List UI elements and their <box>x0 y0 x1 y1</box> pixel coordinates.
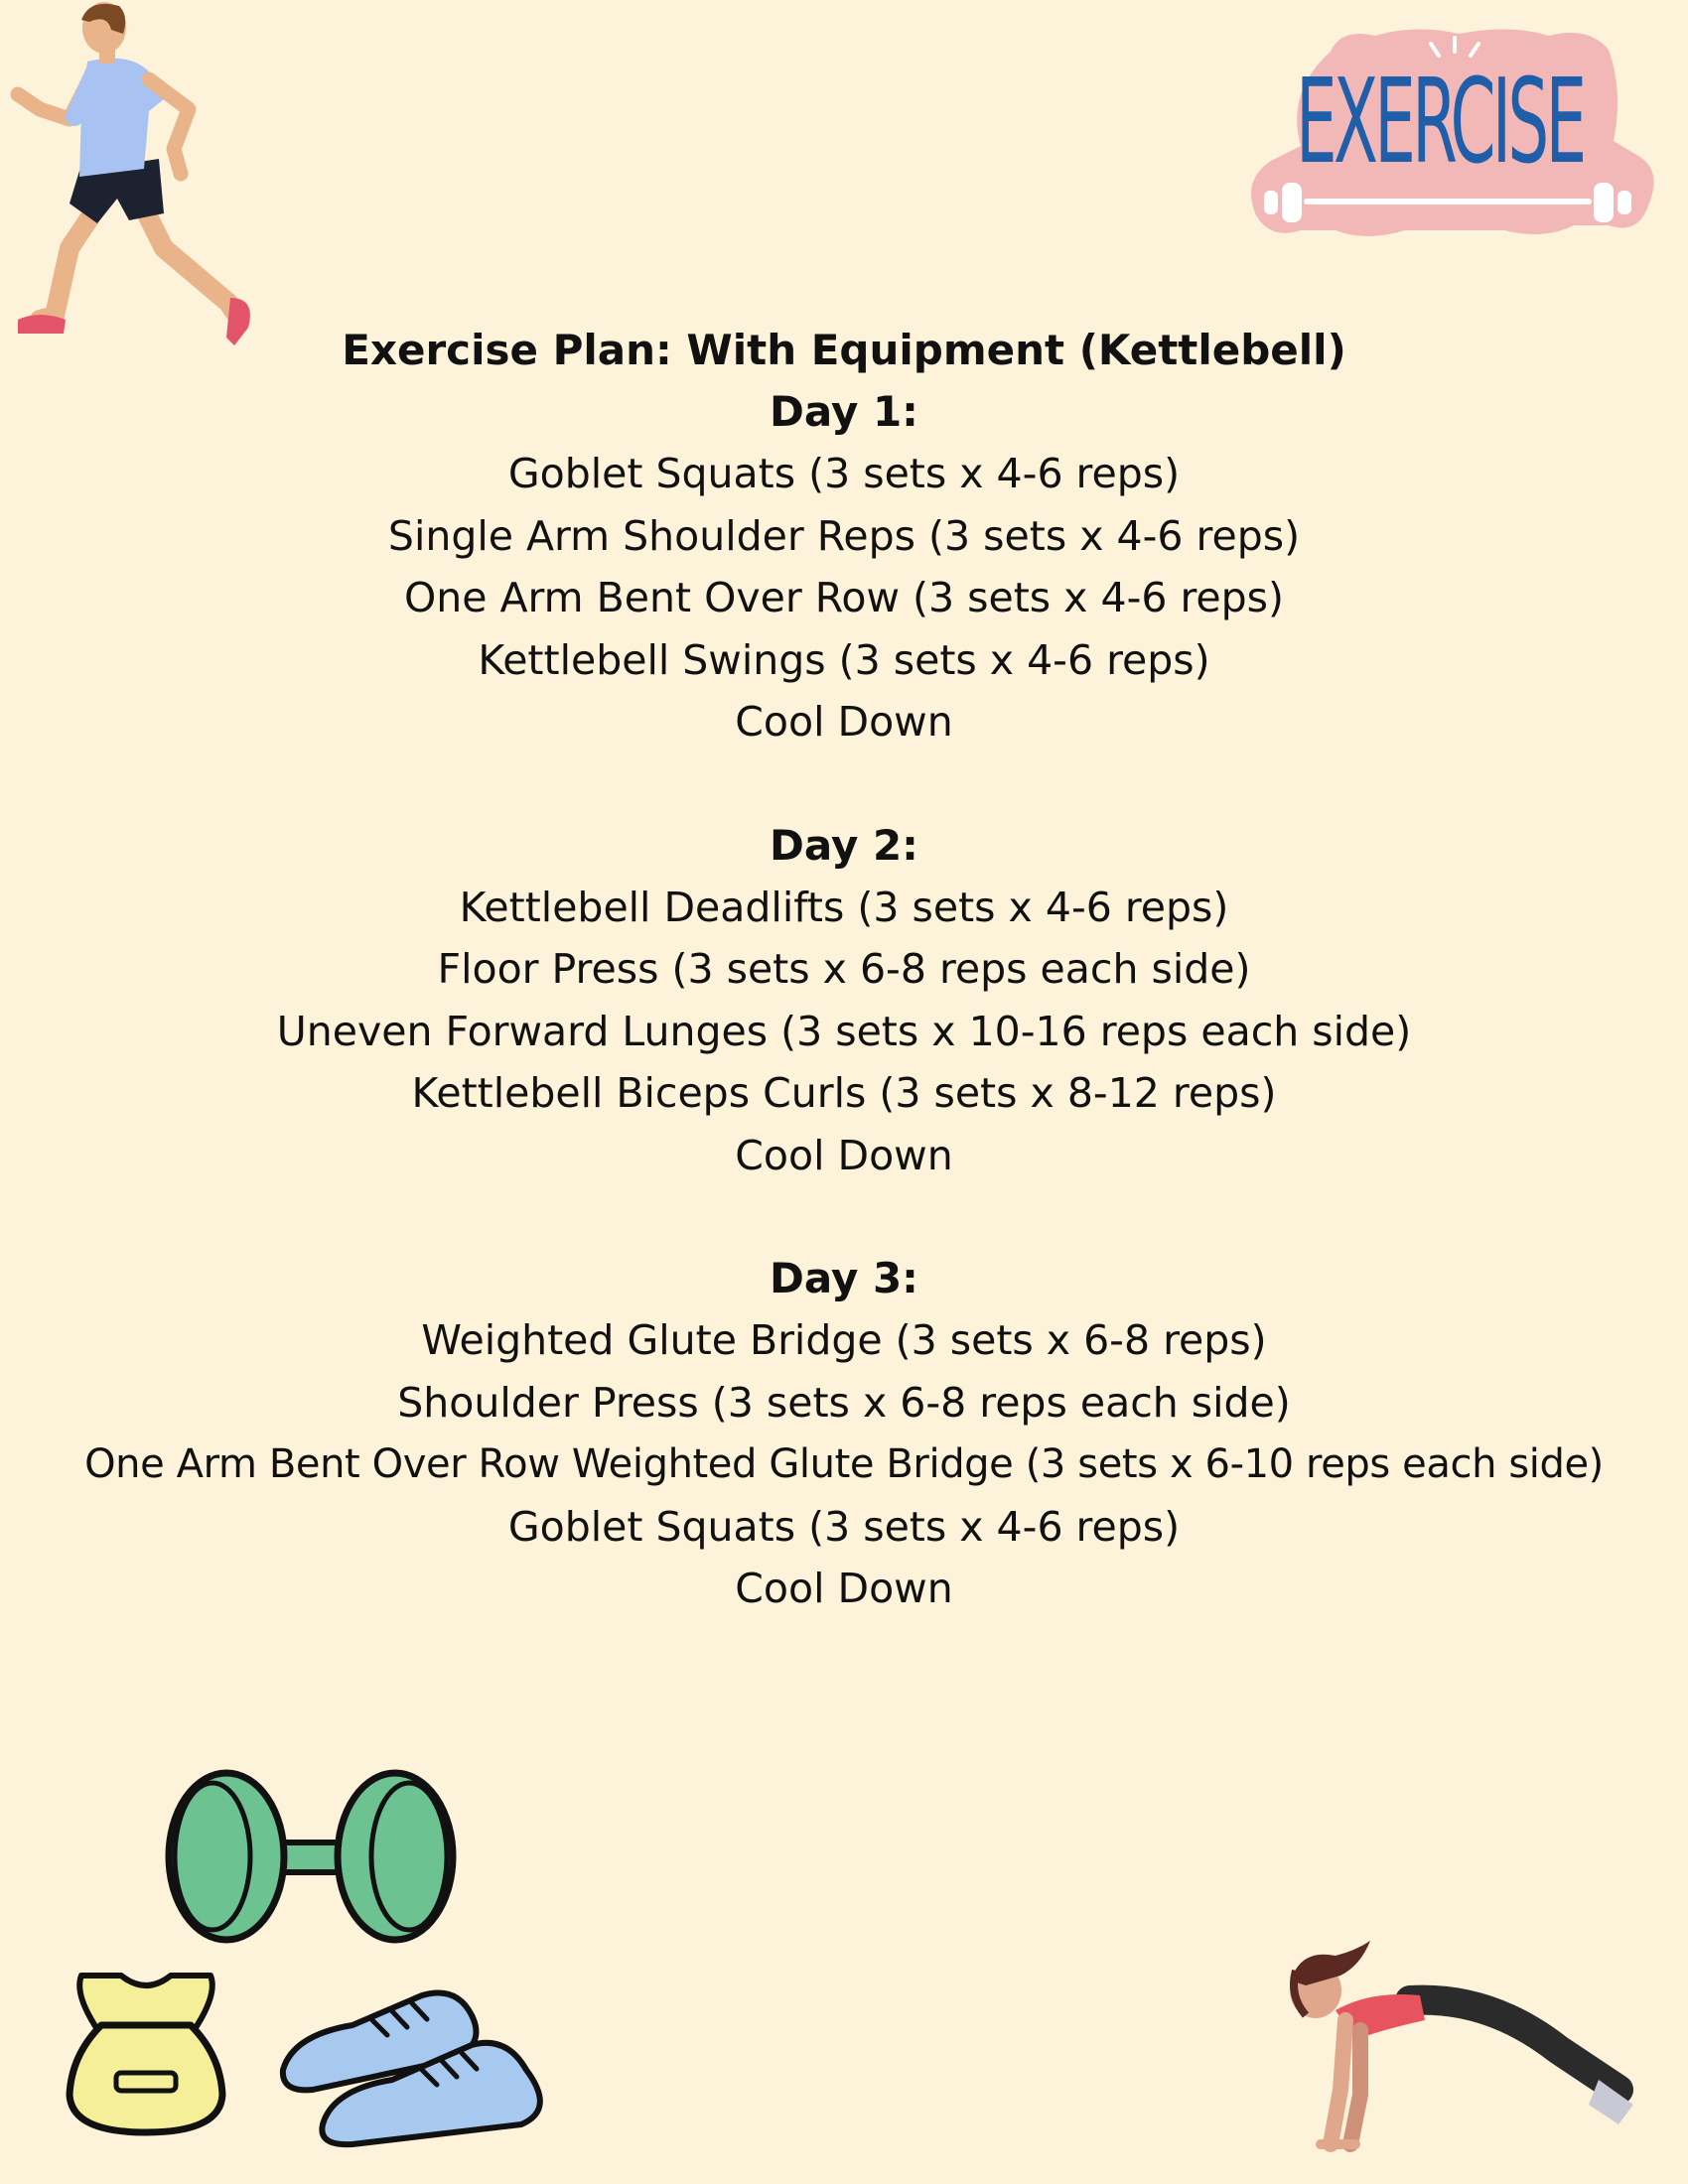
day-heading: Day 2: <box>770 820 918 870</box>
exercise-item: Kettlebell Swings (3 sets x 4-6 reps) <box>478 635 1210 684</box>
exercise-item: Cool Down <box>735 1565 953 1612</box>
kettlebell-icon <box>62 1966 230 2139</box>
day-section <box>0 381 1688 753</box>
dumbbell-icon <box>157 1765 465 1949</box>
exercise-plan <box>0 320 1688 1682</box>
exercise-item: Goblet Squats (3 sets x 4-6 reps) <box>507 450 1181 497</box>
day-heading: Day 1: <box>770 387 918 436</box>
exercise-item: Floor Press (3 sets x 6-8 reps each side) <box>437 945 1251 993</box>
sneakers-icon <box>273 1976 571 2149</box>
exercise-item: Cool Down <box>735 1131 953 1179</box>
day-section <box>0 815 1688 1187</box>
exercise-item: Goblet Squats (3 sets x 4-6 reps) <box>507 1502 1181 1551</box>
day-section <box>0 1248 1688 1620</box>
running-man-icon <box>0 0 268 357</box>
exercise-item: Cool Down <box>735 698 953 746</box>
exercise-item: One Arm Bent Over Row (3 sets x 4-6 reps) <box>403 574 1285 621</box>
exercise-item: Shoulder Press (3 sets x 6-8 reps each side) <box>397 1378 1291 1427</box>
exercise-item: Single Arm Shoulder Reps (3 sets x 4-6 reps) <box>387 511 1301 560</box>
exercise-item: Kettlebell Biceps Curls (3 sets x 8-12 reps) <box>411 1069 1277 1117</box>
exercise-item: Uneven Forward Lunges (3 sets x 10-16 reps each side) <box>276 1007 1412 1055</box>
exercise-item: One Arm Bent Over Row Weighted Glute Bridge (3 sets x 6-10 reps each side) <box>84 1441 1604 1487</box>
exercise-item: Kettlebell Deadlifts (3 sets x 4-6 reps) <box>459 883 1229 931</box>
exercise-item: Weighted Glute Bridge (3 sets x 6-8 reps) <box>421 1316 1267 1364</box>
plan-title: Exercise Plan: With Equipment (Kettlebell) <box>342 326 1346 374</box>
exercise-badge-text: EXERCISE <box>1296 53 1584 190</box>
day-heading: Day 3: <box>770 1254 918 1302</box>
plank-woman-icon <box>1261 1941 1633 2154</box>
